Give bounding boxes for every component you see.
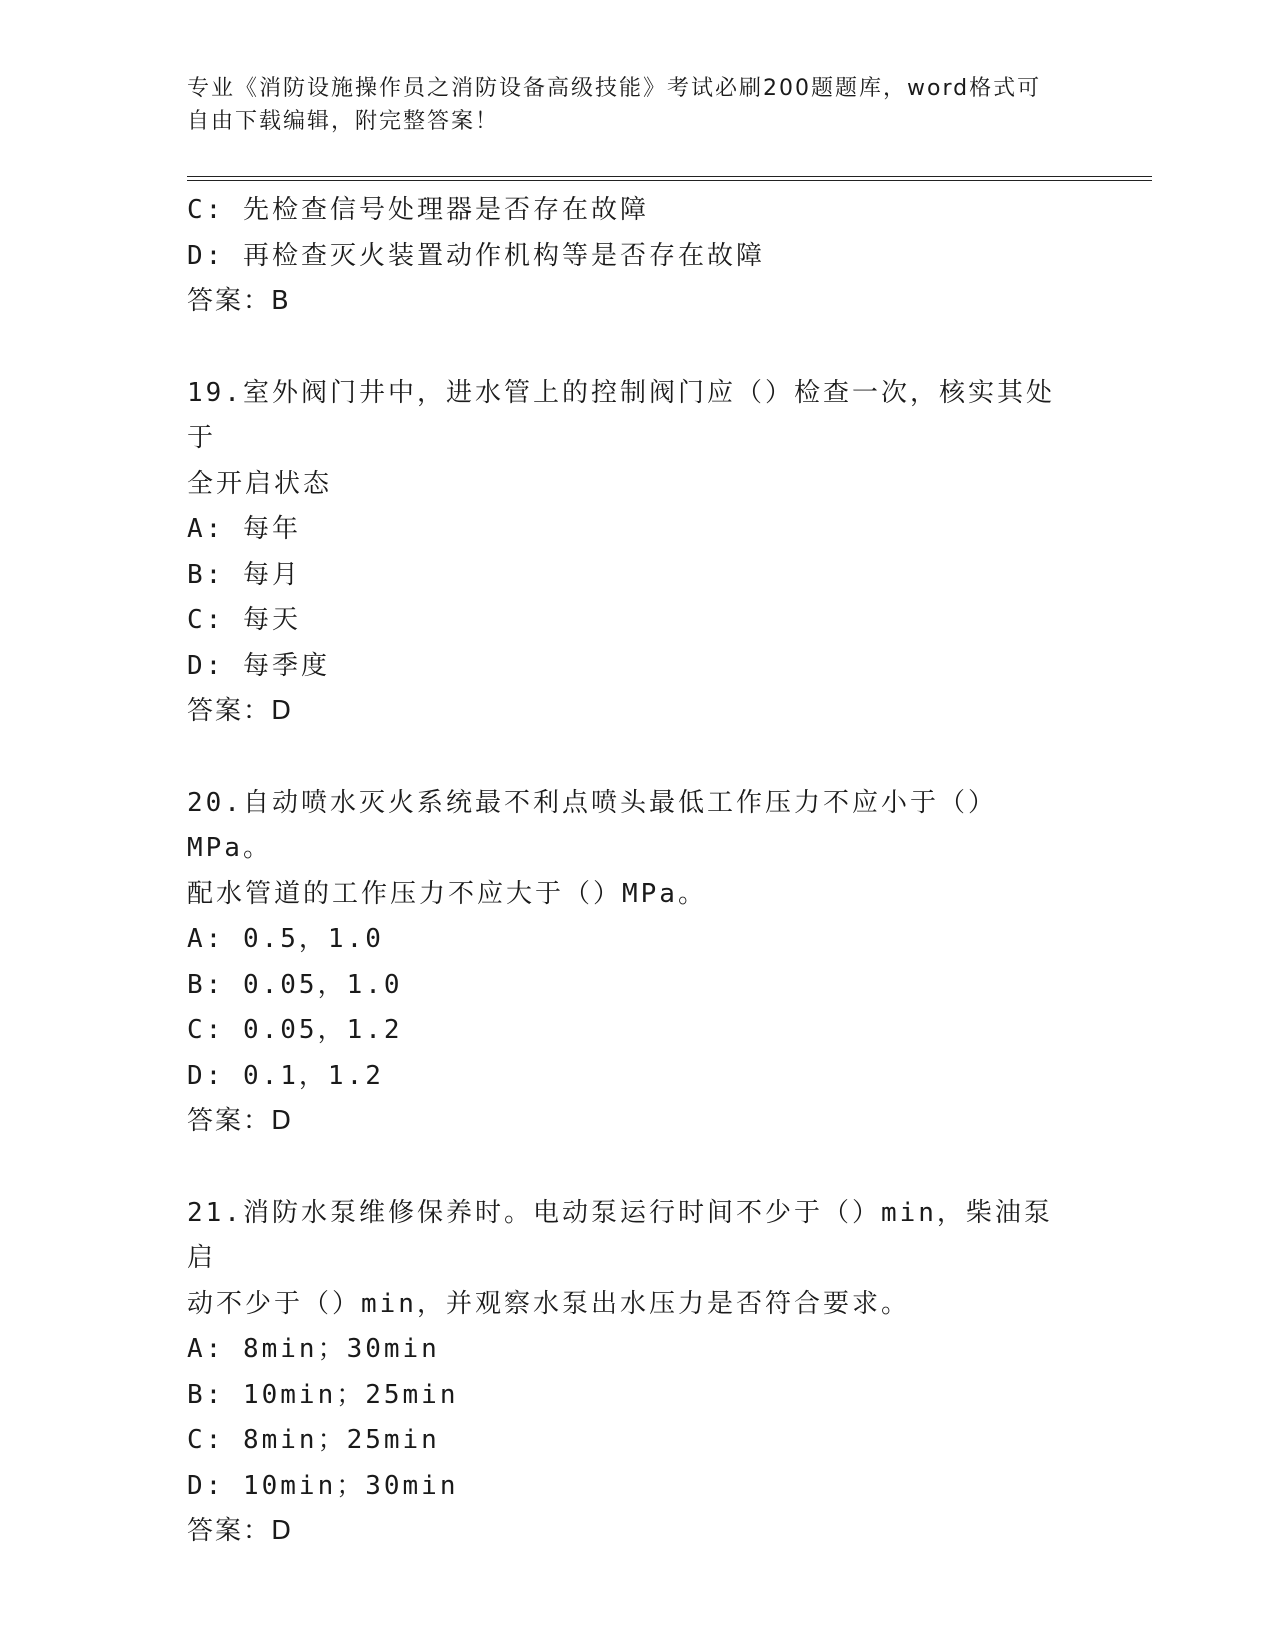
option-a: A: 0.5，1.0 <box>187 924 384 954</box>
option-a: A: 8min；30min <box>187 1334 440 1364</box>
header-divider <box>187 176 1152 181</box>
option-a: A: 每年 <box>187 514 301 544</box>
option-b: B: 10min；25min <box>187 1379 459 1410</box>
option-d: D: 10min；30min <box>187 1470 459 1501</box>
question-20 <box>187 781 1067 1145</box>
header-line-2: 自由下载编辑，附完整答案！ <box>187 109 500 134</box>
question-stem-line-2: 动不少于（）min，并观察水泵出水压力是否符合要求。 <box>187 1288 910 1319</box>
question-stem-line-1: 20.自动喷水灭火系统最不利点喷头最低工作压力不应小于（）MPa。 <box>187 787 997 863</box>
question-list <box>187 188 1067 1555</box>
spacer <box>187 325 1067 371</box>
answer-line: 答案：D <box>187 1516 294 1546</box>
question-21 <box>187 1191 1067 1555</box>
option-d: D: 0.1，1.2 <box>187 1060 384 1091</box>
answer-line: 答案：D <box>187 696 294 726</box>
answer-line: 答案：D <box>187 1106 294 1136</box>
option-d: D: 每季度 <box>187 650 330 681</box>
question-stem-line-2: 配水管道的工作压力不应大于（）MPa。 <box>187 878 707 909</box>
spacer <box>187 1145 1067 1191</box>
question-stem-line-1: 21.消防水泵维修保养时。电动泵运行时间不少于（）min，柴油泵启 <box>187 1197 1053 1273</box>
option-d: D: 再检查灭火装置动作机构等是否存在故障 <box>187 240 765 271</box>
header-line-1: 专业《消防设施操作员之消防设备高级技能》考试必刷200题题库，word格式可 <box>187 76 1042 101</box>
question-stem-line-1: 19.室外阀门井中，进水管上的控制阀门应（）检查一次，核实其处于 <box>187 377 1055 453</box>
spacer <box>187 735 1067 781</box>
option-c: C: 每天 <box>187 605 301 635</box>
option-b: B: 0.05，1.0 <box>187 969 403 1000</box>
document-header <box>187 72 1067 138</box>
question-stem-line-2: 全开启状态 <box>187 468 333 499</box>
question-19 <box>187 371 1067 735</box>
option-b: B: 每月 <box>187 559 301 590</box>
answer-line: 答案：B <box>187 286 291 316</box>
option-c: C: 先检查信号处理器是否存在故障 <box>187 195 649 225</box>
option-c: C: 8min；25min <box>187 1425 440 1455</box>
option-c: C: 0.05，1.2 <box>187 1015 403 1045</box>
prev-question-tail <box>187 188 1067 325</box>
